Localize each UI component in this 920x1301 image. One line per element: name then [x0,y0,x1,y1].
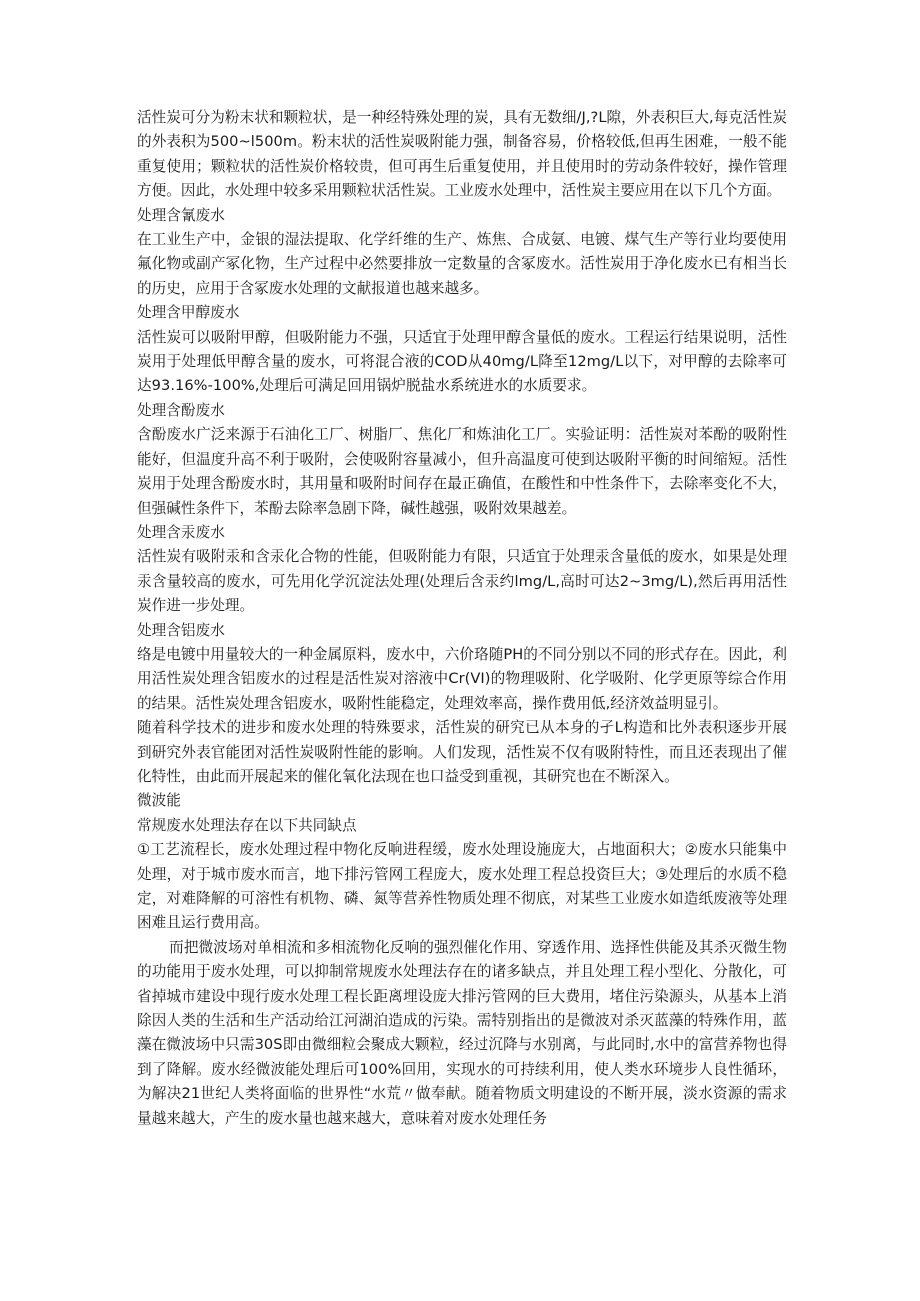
paragraph-microwave-benefits: 而把微波场对单相流和多相流物化反响的强烈催化作用、穿透作用、选择性供能及其杀灭微生物的功能用于废水处理，可以抑制常规废水处理法存在的诸多缺点，并且处理工程小型化、分散化，可省掉城市建设中现行废水处理工程长距离埋设庞大排污管网的巨大费用，堵住污染源头，从基本上消除因人类的生活和生产活动给江河湖泊造成的污染。需特别指出的是微波对杀灭蓝藻的特殊作用，蓝藻在微波场中只需30S即由微细粒会聚成大颗粒，经过沉降与水别离，与此同时,水中的富营养物也得到了降解。废水经微波能处理后可100%回用，实现水的可持续利用，使人类水环境步人良性循环，为解决21世纪人类将面临的世界性“水荒〃做奉献。随着物质文明建设的不断开展，淡水资源的需求量越来越大，产生的废水量也越来越大，意味着对废水处理任务 [137,938,787,1127]
document-page [137,106,787,1131]
paragraph-chromium: 络是电镀中用量较大的一种金属原料，废水中，六价珞随PH的不同分别以不同的形式存在。因此，利用活性炭处理含铝废水的过程是活性炭对溶液中Cr(VI)的物理吸附、化学吸附、化学更原等综合作用的结果。活性炭处理含铝废水，吸附性能稳定，处理效率高，操作费用低,经济效益明显引。 [137,645,787,712]
paragraph-mercury: 活性炭有吸附汞和含汞化合物的性能，但吸附能力有限，只适宜于处理汞含量低的废水，如果是处理汞含量较高的废水，可先用化学沉淀法处理(处理后含汞约lmg/L,高时可达2~3mg/L),然后再用活性炭作进一步处理。 [137,548,787,615]
heading-phenol: 处理含酚废水 [137,401,225,419]
paragraph-intro: 活性炭可分为粉末状和颗粒状，是一种经特殊处理的炭，具有无数细/J,?L隙，外表积巨大,每克活性炭的外表积为500~l500m。粉末状的活性炭吸附能力强，制备容易，价格较低,但再生困难，一般不能重复使用；颗粒状的活性炭价格较贵，但可再生后重复使用，并且使用时的劳动条件较好，操作管理方便。因此，水处理中较多采用颗粒状活性炭。工业废水处理中，活性炭主要应用在以下几个方面。 [137,109,787,200]
paragraph-shortcomings: ①工艺流程长，废水处理过程中物化反响进程缓，废水处理设施庞大，占地面积大；②废水只能集中处理，对于城市废水而言，地下排污管网工程庞大，废水处理工程总投资巨大；③处理后的水质不稳定，对难降解的可溶性有机物、磷、氮等营养性物质处理不彻底，对某些工业废水如造纸废液等处理困难且运行费用高。 [137,841,787,932]
heading-cyanide: 处理含氰废水 [137,206,225,224]
heading-methanol: 处理含甲醇废水 [137,304,240,322]
paragraph-cyanide: 在工业生产中，金银的湿法提取、化学纤维的生产、炼焦、合成氨、电镀、煤气生产等行业均要使用氟化物或副产冢化物，生产过程中必然要排放一定数量的含冢废水。活性炭用于净化废水已有相当长的历史，应用于含冢废水处理的文献报道也越来越多。 [137,231,787,297]
heading-mercury: 处理含汞废水 [137,523,225,541]
paragraph-methanol: 活性炭可以吸附甲醇，但吸附能力不强，只适宜于处理甲醇含量低的废水。工程运行结果说明，活性炭用于处理低甲醇含量的废水，可将混合液的COD从40mg/L降至12mg/L以下，对甲醇的去除率可达93.16%-100%,处理后可满足回用锅炉脱盐水系统进水的水质要求。 [137,328,787,395]
heading-chromium: 处理含铝废水 [137,621,225,639]
heading-shortcomings: 常规废水处理法存在以下共同缺点 [137,816,357,834]
paragraph-research: 随着科学技术的进步和废水处理的特殊要求，活性炭的研究已从本身的孑L构造和比外表积逐步开展到研究外表官能团对活性炭吸附性能的影响。人们发现，活性炭不仅有吸附特性，而且还表现出了催化特性，由此而开展起来的催化氧化法现在也口益受到重视，其研究也在不断深入。 [137,719,787,785]
heading-microwave: 微波能 [137,792,181,810]
paragraph-phenol: 含酚废水广泛来源于石油化工厂、树脂厂、焦化厂和炼油化工厂。实验证明：活性炭对苯酚的吸附性能好，但温度升高不利于吸附，会使吸附容量减小，但升高温度可使到达吸附平衡的时间缩短。活性炭用于处理含酚废水时，其用量和吸附时间存在最正确值，在酸性和中性条件下，去除率变化不大，但强碱性条件下，苯酚去除率急剧下降，碱性越强，吸附效果越差。 [137,426,787,517]
